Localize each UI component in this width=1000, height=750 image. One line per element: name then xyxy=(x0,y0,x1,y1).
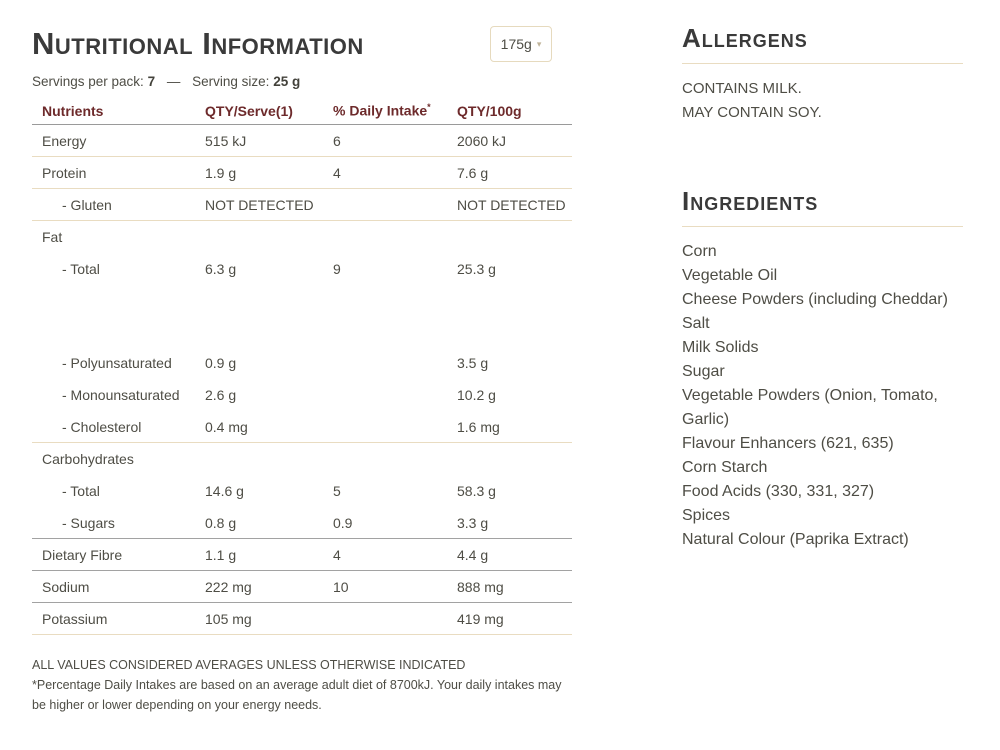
qty-100g-value: 58.3 g xyxy=(457,483,496,499)
daily-intake-value: 4 xyxy=(333,164,341,181)
qty-100g-value: 25.3 g xyxy=(457,261,496,277)
table-row xyxy=(32,603,572,635)
qty-serve-value: 6.3 g xyxy=(205,261,237,277)
qty-100g-value: 888 mg xyxy=(457,578,504,595)
column-header-qty-100g: QTY/100g xyxy=(457,102,522,119)
allergen-may-contain: MAY CONTAIN SOY. xyxy=(682,104,822,121)
chevron-down-icon: ▾ xyxy=(536,38,542,49)
allergen-contains: CONTAINS MILK. xyxy=(682,80,802,97)
qty-serve-value: 222 mg xyxy=(205,578,252,595)
table-row xyxy=(32,379,572,411)
serving-size-dropdown-value: 175g xyxy=(500,36,532,52)
qty-serve-value: 0.9 g xyxy=(205,355,237,371)
qty-serve-value: NOT DETECTED xyxy=(205,196,314,213)
qty-100g-value: NOT DETECTED xyxy=(457,196,566,213)
allergens-title: Allergens xyxy=(682,23,808,53)
table-row xyxy=(32,253,572,285)
nutrient-label: - Monounsaturated xyxy=(62,387,180,403)
column-header-qty-serve: QTY/Serve(1) xyxy=(205,102,293,119)
ingredient-item: Sugar xyxy=(682,363,725,380)
qty-100g-value: 7.6 g xyxy=(457,164,489,181)
qty-100g-value: 3.5 g xyxy=(457,355,489,371)
nutrient-label: - Gluten xyxy=(62,196,112,213)
daily-intake-value: 9 xyxy=(333,261,341,277)
nutrient-label: - Total xyxy=(62,261,100,277)
asterisk: * xyxy=(427,102,431,113)
table-row xyxy=(32,221,572,253)
daily-intake-value: 5 xyxy=(333,483,341,499)
table-row xyxy=(32,157,572,189)
allergens-divider xyxy=(682,63,963,64)
qty-serve-value: 1.1 g xyxy=(205,546,237,563)
ingredient-item: Milk Solids xyxy=(682,339,759,356)
ingredient-item: Flavour Enhancers (621, 635) xyxy=(682,435,894,452)
ingredient-item: Corn Starch xyxy=(682,459,768,476)
nutrient-label: Protein xyxy=(42,164,87,181)
nutrient-label: - Cholesterol xyxy=(62,418,142,435)
nutrition-table xyxy=(32,97,572,635)
qty-serve-value: 0.8 g xyxy=(205,514,237,531)
serving-size-dropdown[interactable] xyxy=(490,26,552,62)
nutrient-label: Fat xyxy=(42,229,63,245)
nutrient-label: - Polyunsaturated xyxy=(62,355,172,371)
daily-intake-value: 4 xyxy=(333,546,341,563)
qty-serve-value: 515 kJ xyxy=(205,132,247,149)
qty-100g-value: 1.6 mg xyxy=(457,418,500,435)
side-panel xyxy=(682,0,963,552)
table-row xyxy=(32,347,572,379)
servings-per-pack-value: 7 xyxy=(147,74,156,89)
ingredients-title: Ingredients xyxy=(682,186,819,216)
qty-100g-value: 3.3 g xyxy=(457,514,489,531)
qty-serve-value: 14.6 g xyxy=(205,483,244,499)
qty-serve-value: 2.6 g xyxy=(205,387,237,403)
ingredients-divider xyxy=(682,226,963,227)
daily-intake-value: 10 xyxy=(333,578,349,595)
column-header-daily-intake: % Daily Intake* xyxy=(333,102,431,119)
qty-100g-value: 4.4 g xyxy=(457,546,489,563)
table-header-row xyxy=(32,97,572,125)
ingredient-item: Food Acids (330, 331, 327) xyxy=(682,483,875,500)
nutrient-label: Carbohydrates xyxy=(42,451,134,467)
table-row xyxy=(32,571,572,603)
table-row xyxy=(32,539,572,571)
ingredient-item: Salt xyxy=(682,315,710,332)
daily-intake-value: 0.9 xyxy=(333,514,353,531)
table-body xyxy=(32,125,572,635)
nutrient-label: Dietary Fibre xyxy=(42,546,123,563)
nutrition-panel xyxy=(32,0,572,715)
serving-size-value: 25 g xyxy=(273,74,301,89)
table-row xyxy=(32,475,572,507)
qty-serve-value: 0.4 mg xyxy=(205,418,248,435)
title-row xyxy=(32,24,572,70)
qty-100g-value: 419 mg xyxy=(457,610,504,627)
ingredient-item: Corn xyxy=(682,243,717,260)
ingredient-item: Vegetable Oil xyxy=(682,267,778,284)
table-row xyxy=(32,189,572,221)
servings-per-pack-label: Servings per pack: xyxy=(32,74,144,89)
column-header-nutrients: Nutrients xyxy=(42,102,104,119)
separator-dash: — xyxy=(166,74,181,89)
nutrient-label: Sodium xyxy=(42,578,90,595)
footnote-averages: ALL VALUES CONSIDERED AVERAGES UNLESS OTHERWISE INDICATED xyxy=(32,658,466,672)
nutrient-label: - Total xyxy=(62,483,100,499)
footnotes xyxy=(32,655,569,715)
ingredient-item: Vegetable Powders (Onion, Tomato, Garlic) xyxy=(682,387,938,428)
table-row xyxy=(32,443,572,475)
table-row xyxy=(32,125,572,157)
servings-info xyxy=(32,74,572,89)
allergen-lines xyxy=(682,77,963,125)
page-title: Nutritional Information xyxy=(32,26,364,61)
qty-serve-value: 1.9 g xyxy=(205,164,237,181)
ingredient-item: Spices xyxy=(682,507,731,524)
qty-serve-value: 105 mg xyxy=(205,610,252,627)
table-row xyxy=(32,411,572,443)
table-row xyxy=(32,507,572,539)
ingredient-item: Cheese Powders (including Cheddar) xyxy=(682,291,948,308)
qty-100g-value: 10.2 g xyxy=(457,387,496,403)
nutrient-label: Potassium xyxy=(42,610,108,627)
footnote-daily-intake: *Percentage Daily Intakes are based on an average adult diet of 8700kJ. Your daily intakes may be higher or lower depending on your energy needs. xyxy=(32,678,562,712)
ingredient-list xyxy=(682,240,963,552)
nutrient-label: Energy xyxy=(42,132,87,149)
serving-size-label: Serving size: xyxy=(192,74,270,89)
daily-intake-value: 6 xyxy=(333,132,341,149)
qty-100g-value: 2060 kJ xyxy=(457,132,507,149)
nutrient-label: - Sugars xyxy=(62,514,115,531)
ingredient-item: Natural Colour (Paprika Extract) xyxy=(682,531,909,548)
